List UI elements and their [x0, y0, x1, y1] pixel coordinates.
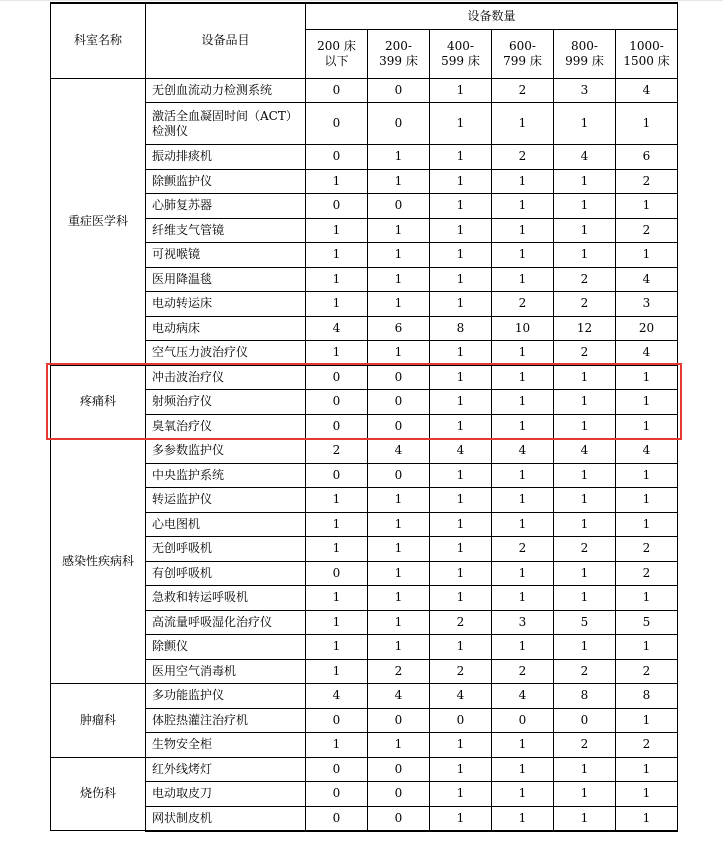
qty-cell: 1	[492, 757, 554, 782]
qty-cell: 1	[554, 512, 616, 537]
qty-cell: 1	[492, 218, 554, 243]
qty-cell: 1	[492, 243, 554, 268]
qty-cell: 1	[554, 169, 616, 194]
qty-cell: 0	[368, 782, 430, 807]
header-col-3-line1: 600-	[509, 38, 536, 53]
qty-cell: 2	[616, 561, 678, 586]
item-cell: 网状制皮机	[146, 806, 306, 831]
item-cell: 多参数监护仪	[146, 439, 306, 464]
qty-cell: 5	[616, 610, 678, 635]
qty-cell: 1	[554, 414, 616, 439]
item-cell: 纤维支气管镜	[146, 218, 306, 243]
qty-cell: 1	[368, 561, 430, 586]
qty-cell: 1	[616, 635, 678, 660]
dept-cell: 疼痛科	[51, 365, 146, 439]
qty-cell: 1	[492, 365, 554, 390]
qty-cell: 1	[430, 365, 492, 390]
qty-cell: 1	[368, 610, 430, 635]
header-item: 设备品目	[146, 3, 306, 78]
header-col-0-line1: 200 床	[317, 38, 356, 53]
table-row	[51, 561, 678, 586]
qty-cell: 1	[616, 194, 678, 219]
qty-cell: 1	[430, 218, 492, 243]
qty-cell: 4	[306, 316, 368, 341]
table-row	[51, 512, 678, 537]
qty-cell: 2	[554, 537, 616, 562]
qty-cell: 1	[430, 267, 492, 292]
qty-cell: 3	[492, 610, 554, 635]
qty-cell: 2	[616, 659, 678, 684]
table-row	[51, 390, 678, 415]
qty-cell: 2	[430, 659, 492, 684]
qty-cell: 1	[430, 414, 492, 439]
table-row	[51, 218, 678, 243]
qty-cell: 1	[492, 586, 554, 611]
qty-cell: 1	[492, 390, 554, 415]
header-col-5-line1: 1000-	[629, 38, 664, 53]
item-cell: 中央监护系统	[146, 463, 306, 488]
qty-cell: 1	[430, 145, 492, 170]
item-cell: 多功能监护仪	[146, 684, 306, 709]
qty-cell: 0	[306, 757, 368, 782]
qty-cell: 2	[616, 537, 678, 562]
item-cell: 转运监护仪	[146, 488, 306, 513]
qty-cell: 2	[616, 169, 678, 194]
qty-cell: 2	[492, 145, 554, 170]
qty-cell: 6	[616, 145, 678, 170]
qty-cell: 1	[368, 635, 430, 660]
qty-cell: 2	[492, 659, 554, 684]
item-cell: 激活全血凝固时间（ACT）检测仪	[146, 103, 306, 145]
qty-cell: 2	[616, 218, 678, 243]
item-cell: 射频治疗仪	[146, 390, 306, 415]
qty-cell: 1	[430, 341, 492, 366]
qty-cell: 1	[368, 218, 430, 243]
table-row	[51, 341, 678, 366]
table-row	[51, 463, 678, 488]
qty-cell: 1	[430, 390, 492, 415]
header-col-0-line2: 以下	[324, 53, 349, 68]
qty-cell: 1	[554, 463, 616, 488]
qty-cell: 1	[306, 169, 368, 194]
header-col-1	[368, 29, 430, 78]
qty-cell: 1	[430, 757, 492, 782]
table-row	[51, 684, 678, 709]
item-cell: 除颤监护仪	[146, 169, 306, 194]
item-cell: 电动转运床	[146, 292, 306, 317]
qty-cell: 1	[554, 488, 616, 513]
qty-cell: 2	[616, 733, 678, 758]
item-cell: 电动病床	[146, 316, 306, 341]
qty-cell: 0	[368, 78, 430, 103]
qty-cell: 1	[554, 194, 616, 219]
qty-cell: 8	[616, 684, 678, 709]
qty-cell: 1	[368, 537, 430, 562]
qty-cell: 0	[306, 103, 368, 145]
qty-cell: 4	[616, 267, 678, 292]
qty-cell: 1	[492, 512, 554, 537]
qty-cell: 5	[554, 610, 616, 635]
qty-cell: 1	[554, 243, 616, 268]
qty-cell: 0	[306, 782, 368, 807]
qty-cell: 1	[430, 194, 492, 219]
qty-cell: 1	[616, 782, 678, 807]
qty-cell: 1	[492, 635, 554, 660]
qty-cell: 0	[306, 561, 368, 586]
table-row	[51, 806, 678, 831]
qty-cell: 2	[554, 267, 616, 292]
qty-cell: 1	[306, 512, 368, 537]
qty-cell: 1	[306, 243, 368, 268]
qty-cell: 1	[368, 292, 430, 317]
header-col-5-line2: 1500 床	[623, 53, 670, 68]
qty-cell: 1	[368, 733, 430, 758]
qty-cell: 2	[306, 439, 368, 464]
qty-cell: 1	[368, 512, 430, 537]
table-body	[51, 3, 678, 831]
qty-cell: 1	[554, 635, 616, 660]
item-cell: 体腔热灌注治疗机	[146, 708, 306, 733]
qty-cell: 1	[368, 586, 430, 611]
item-cell: 心肺复苏器	[146, 194, 306, 219]
qty-cell: 2	[492, 78, 554, 103]
qty-cell: 1	[306, 292, 368, 317]
table-row	[51, 243, 678, 268]
item-cell: 急救和转运呼吸机	[146, 586, 306, 611]
qty-cell: 1	[430, 78, 492, 103]
qty-cell: 0	[492, 708, 554, 733]
qty-cell: 1	[616, 757, 678, 782]
table-row	[51, 537, 678, 562]
qty-cell: 4	[616, 439, 678, 464]
item-cell: 医用降温毯	[146, 267, 306, 292]
qty-cell: 1	[306, 267, 368, 292]
qty-cell: 1	[492, 806, 554, 831]
qty-cell: 1	[492, 267, 554, 292]
dept-cell: 烧伤科	[51, 757, 146, 831]
qty-cell: 2	[554, 659, 616, 684]
qty-cell: 1	[306, 659, 368, 684]
qty-cell: 0	[306, 463, 368, 488]
table-row	[51, 169, 678, 194]
header-col-4-line2: 999 床	[565, 53, 604, 68]
header-col-3	[492, 29, 554, 78]
qty-cell: 1	[430, 586, 492, 611]
dept-cell: 重症医学科	[51, 78, 146, 365]
table-row	[51, 782, 678, 807]
qty-cell: 2	[368, 659, 430, 684]
qty-cell: 1	[306, 586, 368, 611]
qty-cell: 2	[554, 292, 616, 317]
item-cell: 振动排痰机	[146, 145, 306, 170]
table-row	[51, 103, 678, 145]
table-row	[51, 708, 678, 733]
qty-cell: 1	[554, 218, 616, 243]
table-row	[51, 610, 678, 635]
qty-cell: 1	[430, 488, 492, 513]
qty-cell: 0	[368, 390, 430, 415]
qty-cell: 1	[492, 733, 554, 758]
qty-cell: 1	[306, 635, 368, 660]
table-row	[51, 439, 678, 464]
qty-cell: 1	[554, 390, 616, 415]
qty-cell: 1	[616, 488, 678, 513]
qty-cell: 1	[306, 733, 368, 758]
header-col-2-line2: 599 床	[441, 53, 480, 68]
qty-cell: 0	[554, 708, 616, 733]
qty-cell: 10	[492, 316, 554, 341]
qty-cell: 12	[554, 316, 616, 341]
qty-cell: 1	[554, 806, 616, 831]
qty-cell: 2	[492, 537, 554, 562]
qty-cell: 1	[430, 733, 492, 758]
qty-cell: 4	[616, 78, 678, 103]
qty-cell: 1	[616, 365, 678, 390]
qty-cell: 1	[616, 586, 678, 611]
header-row-1	[51, 3, 678, 29]
dept-cell: 肿瘤科	[51, 684, 146, 758]
qty-cell: 1	[430, 169, 492, 194]
qty-cell: 1	[616, 243, 678, 268]
item-cell: 冲击波治疗仪	[146, 365, 306, 390]
table-row	[51, 145, 678, 170]
qty-cell: 1	[492, 561, 554, 586]
table-row	[51, 757, 678, 782]
table-row	[51, 414, 678, 439]
qty-cell: 1	[368, 145, 430, 170]
qty-cell: 0	[368, 103, 430, 145]
qty-cell: 1	[430, 512, 492, 537]
item-cell: 除颤仪	[146, 635, 306, 660]
qty-cell: 2	[554, 341, 616, 366]
table-row	[51, 586, 678, 611]
qty-cell: 4	[306, 684, 368, 709]
header-col-1-line1: 200-	[385, 38, 412, 53]
qty-cell: 1	[616, 806, 678, 831]
qty-cell: 8	[554, 684, 616, 709]
qty-cell: 1	[430, 292, 492, 317]
qty-cell: 1	[492, 488, 554, 513]
qty-cell: 4	[554, 439, 616, 464]
qty-cell: 1	[306, 341, 368, 366]
qty-cell: 0	[306, 194, 368, 219]
item-cell: 可视喉镜	[146, 243, 306, 268]
qty-cell: 1	[306, 488, 368, 513]
qty-cell: 1	[368, 267, 430, 292]
header-col-3-line2: 799 床	[503, 53, 542, 68]
qty-cell: 1	[492, 169, 554, 194]
table-row	[51, 292, 678, 317]
table-row	[51, 78, 678, 103]
qty-cell: 1	[616, 708, 678, 733]
qty-cell: 0	[306, 806, 368, 831]
qty-cell: 1	[554, 586, 616, 611]
qty-cell: 1	[554, 365, 616, 390]
qty-cell: 0	[306, 414, 368, 439]
table-row	[51, 365, 678, 390]
qty-cell: 4	[368, 439, 430, 464]
qty-cell: 1	[430, 537, 492, 562]
qty-cell: 1	[306, 610, 368, 635]
qty-cell: 1	[554, 561, 616, 586]
qty-cell: 4	[368, 684, 430, 709]
header-qty: 设备数量	[306, 3, 678, 29]
qty-cell: 1	[368, 341, 430, 366]
qty-cell: 0	[368, 463, 430, 488]
equipment-table	[50, 2, 678, 832]
table-row	[51, 316, 678, 341]
qty-cell: 2	[492, 292, 554, 317]
qty-cell: 3	[554, 78, 616, 103]
item-cell: 无创血流动力检测系统	[146, 78, 306, 103]
qty-cell: 3	[616, 292, 678, 317]
qty-cell: 4	[430, 439, 492, 464]
header-col-2	[430, 29, 492, 78]
qty-cell: 1	[430, 103, 492, 145]
qty-cell: 0	[368, 757, 430, 782]
item-cell: 无创呼吸机	[146, 537, 306, 562]
qty-cell: 0	[430, 708, 492, 733]
qty-cell: 1	[430, 782, 492, 807]
qty-cell: 1	[492, 782, 554, 807]
qty-cell: 1	[368, 169, 430, 194]
page-top-rule	[0, 0, 723, 1]
header-dept: 科室名称	[51, 3, 146, 78]
qty-cell: 1	[492, 103, 554, 145]
qty-cell: 0	[306, 708, 368, 733]
qty-cell: 1	[492, 414, 554, 439]
qty-cell: 1	[306, 537, 368, 562]
item-cell: 有创呼吸机	[146, 561, 306, 586]
qty-cell: 1	[554, 103, 616, 145]
item-cell: 红外线烤灯	[146, 757, 306, 782]
qty-cell: 1	[430, 635, 492, 660]
qty-cell: 1	[492, 463, 554, 488]
qty-cell: 0	[306, 78, 368, 103]
qty-cell: 4	[492, 439, 554, 464]
qty-cell: 1	[306, 218, 368, 243]
table-row	[51, 194, 678, 219]
qty-cell: 1	[368, 488, 430, 513]
qty-cell: 0	[368, 806, 430, 831]
item-cell: 电动取皮刀	[146, 782, 306, 807]
qty-cell: 8	[430, 316, 492, 341]
qty-cell: 1	[616, 512, 678, 537]
qty-cell: 1	[430, 243, 492, 268]
qty-cell: 4	[616, 341, 678, 366]
header-col-0	[306, 29, 368, 78]
qty-cell: 0	[306, 390, 368, 415]
qty-cell: 0	[306, 365, 368, 390]
qty-cell: 1	[554, 782, 616, 807]
qty-cell: 1	[492, 194, 554, 219]
qty-cell: 0	[368, 414, 430, 439]
qty-cell: 4	[554, 145, 616, 170]
item-cell: 空气压力波治疗仪	[146, 341, 306, 366]
qty-cell: 4	[430, 684, 492, 709]
qty-cell: 1	[554, 757, 616, 782]
header-col-1-line2: 399 床	[379, 53, 418, 68]
qty-cell: 0	[368, 194, 430, 219]
table-row	[51, 733, 678, 758]
qty-cell: 1	[492, 341, 554, 366]
qty-cell: 1	[616, 463, 678, 488]
qty-cell: 0	[368, 708, 430, 733]
qty-cell: 1	[368, 243, 430, 268]
table-row	[51, 635, 678, 660]
header-col-4-line1: 800-	[571, 38, 598, 53]
qty-cell: 4	[492, 684, 554, 709]
qty-cell: 0	[368, 365, 430, 390]
qty-cell: 0	[306, 145, 368, 170]
qty-cell: 20	[616, 316, 678, 341]
qty-cell: 1	[616, 414, 678, 439]
table-row	[51, 488, 678, 513]
qty-cell: 2	[554, 733, 616, 758]
qty-cell: 1	[430, 561, 492, 586]
qty-cell: 2	[430, 610, 492, 635]
table-row	[51, 659, 678, 684]
table-row	[51, 267, 678, 292]
qty-cell: 1	[430, 806, 492, 831]
qty-cell: 1	[616, 390, 678, 415]
item-cell: 医用空气消毒机	[146, 659, 306, 684]
qty-cell: 1	[430, 463, 492, 488]
header-col-5	[616, 29, 678, 78]
qty-cell: 1	[616, 103, 678, 145]
item-cell: 高流量呼吸湿化治疗仪	[146, 610, 306, 635]
dept-cell: 感染性疾病科	[51, 439, 146, 684]
item-cell: 心电图机	[146, 512, 306, 537]
header-col-4	[554, 29, 616, 78]
item-cell: 臭氧治疗仪	[146, 414, 306, 439]
header-col-2-line1: 400-	[447, 38, 474, 53]
item-cell: 生物安全柜	[146, 733, 306, 758]
qty-cell: 6	[368, 316, 430, 341]
